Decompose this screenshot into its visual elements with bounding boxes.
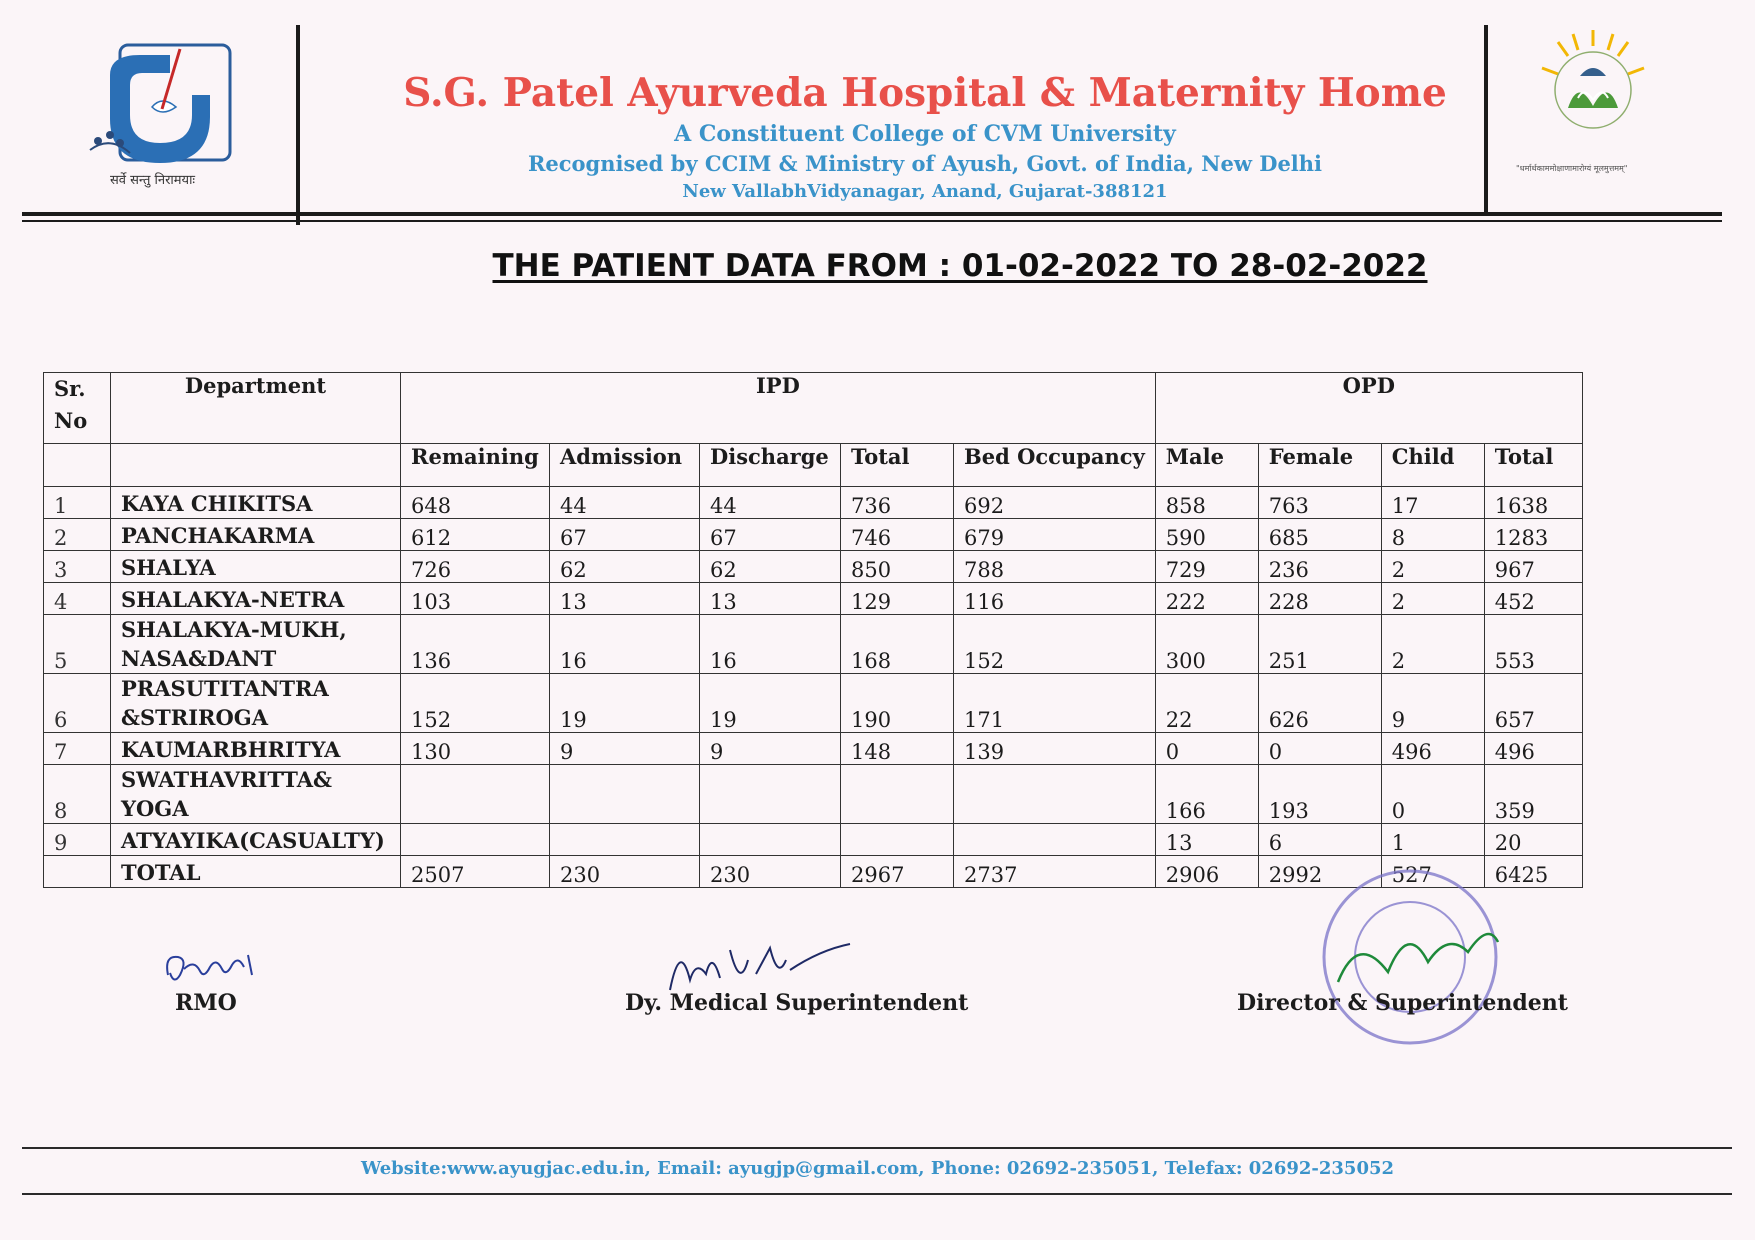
cell-bed-occupancy: 171 <box>954 674 1156 733</box>
cell-remaining: 130 <box>401 733 550 765</box>
cell-male: 300 <box>1155 615 1258 674</box>
cell-sr: 5 <box>44 615 111 674</box>
header-row-columns <box>44 444 1583 487</box>
rmo-label: RMO <box>175 990 237 1016</box>
cell-remaining: 612 <box>401 519 550 551</box>
cell-opd-total: 359 <box>1484 765 1582 824</box>
cell-child: 1 <box>1381 824 1484 856</box>
cell-discharge: 16 <box>700 615 841 674</box>
hospital-name: S.G. Patel Ayurveda Hospital & Maternity Home <box>403 70 1447 116</box>
cell-ipd-total: 168 <box>841 615 954 674</box>
official-stamp <box>1318 862 1503 1052</box>
cell-total-label: TOTAL <box>111 856 401 888</box>
cell-male: 22 <box>1155 674 1258 733</box>
col-male: Male <box>1155 444 1258 487</box>
cell-sr: 1 <box>44 487 111 519</box>
cell-child: 8 <box>1381 519 1484 551</box>
dept-line-2: NASA&DANT <box>121 646 277 671</box>
cell-ipd-total: 129 <box>841 583 954 615</box>
cell-discharge: 9 <box>700 733 841 765</box>
table-row <box>44 519 1583 551</box>
cell-remaining <box>401 765 550 824</box>
cell-ipd-total: 736 <box>841 487 954 519</box>
col-female: Female <box>1258 444 1381 487</box>
recognition-line: Recognised by CCIM & Ministry of Ayush, Govt. of India, New Delhi <box>527 151 1323 176</box>
dy-ms-label: Dy. Medical Superintendent <box>625 990 969 1016</box>
table-row <box>44 733 1583 765</box>
col-remaining: Remaining <box>401 444 550 487</box>
address-line: New VallabhVidyanagar, Anand, Gujarat-388121 <box>682 181 1168 202</box>
cell-department <box>111 615 401 674</box>
cell-sr <box>44 856 111 888</box>
cell-opd-total: 6425 <box>1484 856 1582 888</box>
table-row <box>44 615 1583 674</box>
cell-admission: 19 <box>550 674 700 733</box>
col-group-opd: OPD <box>1155 373 1582 444</box>
cell-discharge: 44 <box>700 487 841 519</box>
header-rule <box>22 212 1722 216</box>
table-row <box>44 551 1583 583</box>
dept-line-1: SHALAKYA-MUKH, <box>121 617 347 642</box>
col-discharge: Discharge <box>700 444 841 487</box>
cell-female: 2992 <box>1258 856 1381 888</box>
cell-bed-occupancy: 139 <box>954 733 1156 765</box>
cell-department: ATYAYIKA(CASUALTY) <box>111 824 401 856</box>
cell-admission: 16 <box>550 615 700 674</box>
col-ipd-total: Total <box>841 444 954 487</box>
cell-admission: 44 <box>550 487 700 519</box>
cell-male: 166 <box>1155 765 1258 824</box>
cell-female: 763 <box>1258 487 1381 519</box>
col-opd-total: Total <box>1484 444 1582 487</box>
cell-sr: 7 <box>44 733 111 765</box>
cell-discharge <box>700 765 841 824</box>
cell-female: 236 <box>1258 551 1381 583</box>
cell-bed-occupancy: 116 <box>954 583 1156 615</box>
cell-female: 228 <box>1258 583 1381 615</box>
cell-male: 590 <box>1155 519 1258 551</box>
cell-remaining: 726 <box>401 551 550 583</box>
footer-rule-bottom <box>22 1193 1732 1195</box>
director-label: Director & Superintendent <box>1237 990 1568 1016</box>
hospital-emblem <box>1538 28 1648 148</box>
col-blank-dept <box>111 444 401 487</box>
cell-opd-total: 967 <box>1484 551 1582 583</box>
cell-ipd-total: 2967 <box>841 856 954 888</box>
cell-ipd-total <box>841 765 954 824</box>
cell-female: 193 <box>1258 765 1381 824</box>
cell-opd-total: 657 <box>1484 674 1582 733</box>
cell-admission: 67 <box>550 519 700 551</box>
cell-remaining: 103 <box>401 583 550 615</box>
cell-male: 729 <box>1155 551 1258 583</box>
cell-opd-total: 496 <box>1484 733 1582 765</box>
emblem-motto: "धर्मार्थकाममोक्षाणामारोग्यं मूलमुत्तमम्" <box>1516 164 1628 173</box>
col-admission: Admission <box>550 444 700 487</box>
cell-admission <box>550 765 700 824</box>
col-sr-no: Sr. No <box>44 373 111 444</box>
cell-opd-total: 1283 <box>1484 519 1582 551</box>
cell-male: 13 <box>1155 824 1258 856</box>
cell-child: 2 <box>1381 551 1484 583</box>
cell-male: 0 <box>1155 733 1258 765</box>
dept-line-2: YOGA <box>121 796 189 821</box>
cell-sr: 8 <box>44 765 111 824</box>
footer-rule-top <box>22 1147 1732 1149</box>
table-row <box>44 583 1583 615</box>
document-title: THE PATIENT DATA FROM : 01-02-2022 TO 28-02-2022 <box>492 248 1428 284</box>
header-rule-thin <box>22 220 1722 222</box>
cell-opd-total: 1638 <box>1484 487 1582 519</box>
cell-child: 527 <box>1381 856 1484 888</box>
cell-department <box>111 674 401 733</box>
cell-bed-occupancy: 679 <box>954 519 1156 551</box>
cell-department: KAYA CHIKITSA <box>111 487 401 519</box>
cell-child: 496 <box>1381 733 1484 765</box>
cell-sr: 6 <box>44 674 111 733</box>
header-row-groups <box>44 373 1583 444</box>
cell-ipd-total: 148 <box>841 733 954 765</box>
cell-department: KAUMARBHRITYA <box>111 733 401 765</box>
rmo-signature <box>160 945 270 995</box>
cell-department: PANCHAKARMA <box>111 519 401 551</box>
cell-child: 0 <box>1381 765 1484 824</box>
dept-line-2: &STRIROGA <box>121 705 268 730</box>
cell-female: 251 <box>1258 615 1381 674</box>
dept-line-1: SWATHAVRITTA& <box>121 767 332 792</box>
table-row <box>44 487 1583 519</box>
dept-line-1: PRASUTITANTRA <box>121 676 329 701</box>
cell-female: 685 <box>1258 519 1381 551</box>
col-blank-sr <box>44 444 111 487</box>
cell-remaining: 2507 <box>401 856 550 888</box>
cell-admission: 62 <box>550 551 700 583</box>
table-row <box>44 765 1583 824</box>
cell-bed-occupancy: 2737 <box>954 856 1156 888</box>
cell-ipd-total <box>841 824 954 856</box>
cell-sr: 3 <box>44 551 111 583</box>
cell-discharge: 62 <box>700 551 841 583</box>
cell-sr: 2 <box>44 519 111 551</box>
table-row <box>44 674 1583 733</box>
cell-admission: 13 <box>550 583 700 615</box>
col-child: Child <box>1381 444 1484 487</box>
cell-female: 626 <box>1258 674 1381 733</box>
cell-remaining: 136 <box>401 615 550 674</box>
cell-male: 858 <box>1155 487 1258 519</box>
table-row <box>44 824 1583 856</box>
cell-sr: 4 <box>44 583 111 615</box>
cell-sr: 9 <box>44 824 111 856</box>
cell-opd-total: 553 <box>1484 615 1582 674</box>
cell-admission: 9 <box>550 733 700 765</box>
cell-male: 222 <box>1155 583 1258 615</box>
cell-child: 17 <box>1381 487 1484 519</box>
col-department: Department <box>111 373 401 444</box>
cell-department <box>111 765 401 824</box>
cell-remaining <box>401 824 550 856</box>
college-logo <box>80 35 235 185</box>
cell-discharge: 67 <box>700 519 841 551</box>
cell-child: 2 <box>1381 615 1484 674</box>
cell-admission: 230 <box>550 856 700 888</box>
patient-data-table <box>43 372 1583 888</box>
cell-discharge: 19 <box>700 674 841 733</box>
cell-remaining: 648 <box>401 487 550 519</box>
cell-discharge: 230 <box>700 856 841 888</box>
cell-female: 0 <box>1258 733 1381 765</box>
cell-bed-occupancy: 152 <box>954 615 1156 674</box>
cell-bed-occupancy: 692 <box>954 487 1156 519</box>
cell-ipd-total: 746 <box>841 519 954 551</box>
affiliation-line: A Constituent College of CVM University <box>674 121 1176 147</box>
footer-contact: Website:www.ayugjac.edu.in, Email: ayugjp@gmail.com, Phone: 02692-235051, Telefax: 02692-235052 <box>360 1158 1395 1179</box>
cell-discharge: 13 <box>700 583 841 615</box>
cell-opd-total: 452 <box>1484 583 1582 615</box>
cell-child: 2 <box>1381 583 1484 615</box>
logo-motto: सर्वे सन्तु निरामयाः <box>110 173 196 188</box>
cell-remaining: 152 <box>401 674 550 733</box>
cell-admission <box>550 824 700 856</box>
cell-department: SHALAKYA-NETRA <box>111 583 401 615</box>
cell-ipd-total: 190 <box>841 674 954 733</box>
cell-bed-occupancy: 788 <box>954 551 1156 583</box>
cell-bed-occupancy <box>954 824 1156 856</box>
cell-child: 9 <box>1381 674 1484 733</box>
col-bed-occupancy: Bed Occupancy <box>954 444 1156 487</box>
cell-male: 2906 <box>1155 856 1258 888</box>
cell-opd-total: 20 <box>1484 824 1582 856</box>
cell-ipd-total: 850 <box>841 551 954 583</box>
col-group-ipd: IPD <box>401 373 1156 444</box>
cell-female: 6 <box>1258 824 1381 856</box>
cell-department: SHALYA <box>111 551 401 583</box>
cell-discharge <box>700 824 841 856</box>
cell-bed-occupancy <box>954 765 1156 824</box>
